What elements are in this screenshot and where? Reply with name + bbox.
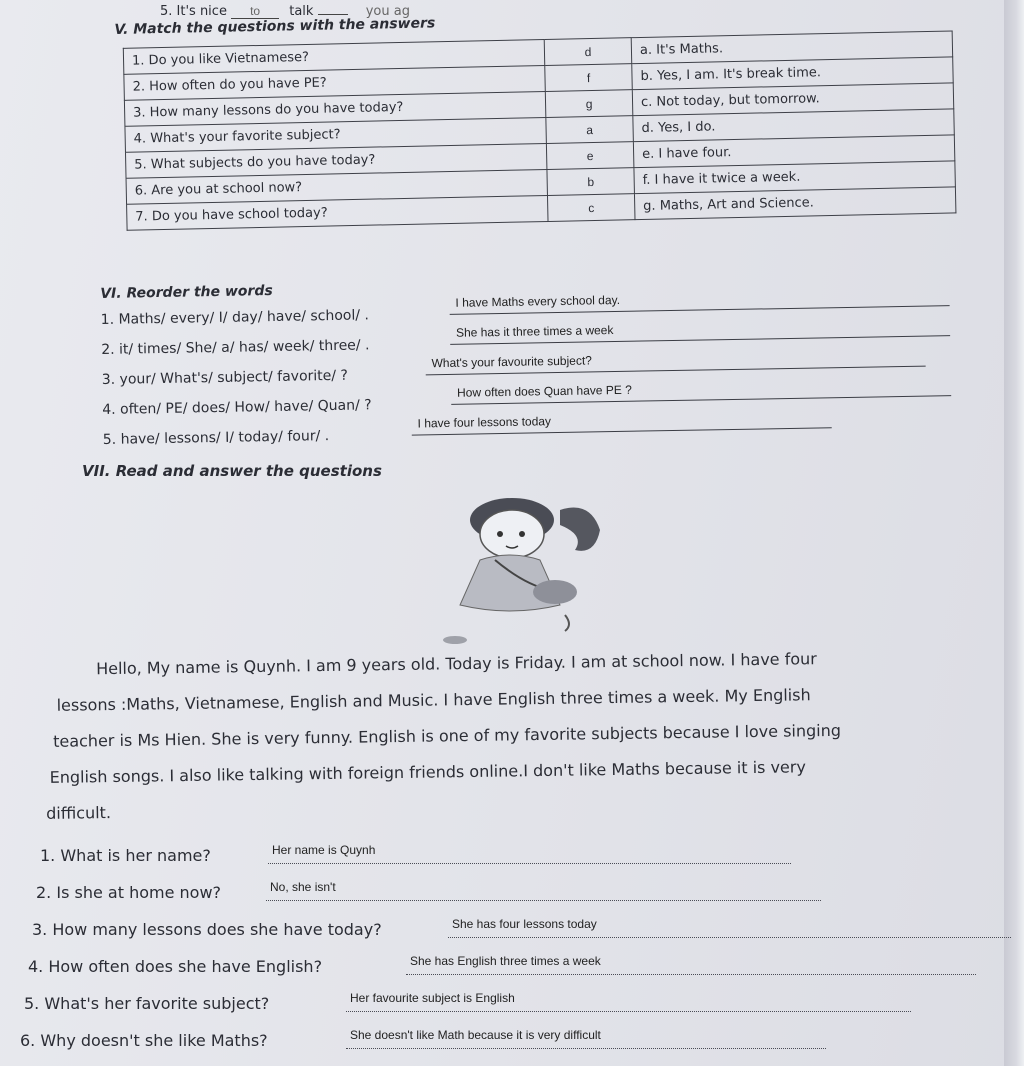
top-line-answer: to	[231, 4, 279, 19]
reading-answer: She has four lessons today	[452, 917, 597, 931]
section-7-title: VII. Read and answer the questions	[82, 462, 382, 480]
match-question: 4. What's your favorite subject?	[125, 117, 546, 152]
passage-line: English songs. I also like talking with foreign friends online.I don't like Maths because it is very	[49, 757, 806, 787]
girl-bag	[533, 580, 577, 604]
reading-question: 3. How many lessons does she have today?	[32, 920, 382, 939]
girl-foot	[443, 636, 467, 644]
girl-eye-left	[497, 531, 503, 537]
dotted-answer-line	[346, 1048, 826, 1049]
section-5	[114, 0, 959, 255]
reorder-prompt: 1. Maths/ every/ I/ day/ have/ school/ .	[100, 307, 370, 328]
reorder-prompt: 2. it/ times/ She/ a/ has/ week/ three/ .	[101, 337, 370, 358]
reorder-prompt: 5. have/ lessons/ I/ today/ four/ .	[102, 428, 330, 448]
reading-answer: She doesn't like Math because it is very difficult	[350, 1028, 601, 1042]
top-line-mid: talk	[289, 4, 314, 19]
girl-illustration	[440, 490, 620, 650]
match-answer: a	[546, 116, 634, 144]
reading-passage	[40, 646, 1022, 840]
match-question: 2. How often do you have PE?	[124, 65, 545, 100]
match-option: e. I have four.	[633, 135, 954, 168]
match-table	[123, 30, 957, 230]
match-option: c. Not today, but tomorrow.	[632, 83, 953, 116]
passage-line: teacher is Ms Hien. She is very funny. English is one of my favorite subjects because I love singing	[53, 720, 842, 751]
reading-question: 5. What's her favorite subject?	[24, 994, 270, 1013]
match-option: g. Maths, Art and Science.	[634, 187, 955, 220]
girl-face	[480, 510, 544, 558]
reorder-answer: I have four lessons today	[417, 414, 552, 431]
reorder-answer: How often does Quan have PE ?	[456, 382, 632, 400]
reading-question: 1. What is her name?	[40, 846, 211, 865]
reading-question: 4. How often does she have English?	[28, 957, 323, 976]
dotted-answer-line	[448, 937, 1011, 938]
match-answer: e	[546, 142, 634, 170]
reading-answer: She has English three times a week	[410, 954, 601, 968]
top-line-text: 5. It's nice	[160, 4, 227, 19]
girl-ponytail	[560, 508, 600, 551]
page-edge	[1004, 0, 1024, 1066]
match-option: d. Yes, I do.	[633, 109, 954, 142]
match-option: b. Yes, I am. It's break time.	[632, 57, 953, 90]
reading-answer: Her name is Quynh	[272, 843, 376, 857]
passage-line: lessons :Maths, Vietnamese, English and Music. I have English three times a week. My English	[56, 685, 811, 715]
match-answer: c	[547, 194, 635, 222]
section-6	[100, 263, 963, 458]
match-option: f. I have it twice a week.	[634, 161, 955, 194]
match-question: 7. Do you have school today?	[127, 195, 548, 230]
top-line-tail: you ag	[365, 4, 410, 19]
passage-line: Hello, My name is Quynh. I am 9 years old. Today is Friday. I am at school now. I have four	[95, 649, 817, 679]
match-question: 6. Are you at school now?	[126, 169, 547, 204]
reorder-prompt: 4. often/ PE/ does/ How/ have/ Quan/ ?	[102, 397, 372, 418]
passage-line: difficult.	[46, 803, 112, 823]
match-answer: d	[544, 38, 632, 66]
reorder-answer: What's your favourite subject?	[431, 353, 593, 371]
match-option: a. It's Maths.	[631, 31, 952, 64]
girl-eye-right	[519, 531, 525, 537]
reading-question: 2. Is she at home now?	[36, 883, 222, 902]
reading-question: 6. Why doesn't she like Maths?	[20, 1031, 268, 1050]
match-answer: b	[547, 168, 635, 196]
dotted-answer-line	[346, 1011, 911, 1012]
reading-answer: No, she isn't	[270, 880, 336, 894]
match-question: 3. How many lessons do you have today?	[124, 91, 545, 126]
section-5-title: V. Match the questions with the answers	[114, 15, 436, 38]
section-6-title: VI. Reorder the words	[100, 282, 273, 302]
match-question: 1. Do you like Vietnamese?	[123, 39, 544, 74]
match-question: 5. What subjects do you have today?	[125, 143, 546, 178]
girl-hand	[565, 615, 569, 631]
reorder-prompt: 3. your/ What's/ subject/ favorite/ ?	[101, 367, 349, 388]
match-answer: g	[545, 90, 633, 118]
dotted-answer-line	[268, 863, 791, 864]
match-answer: f	[545, 64, 633, 92]
reorder-answer: I have Maths every school day.	[455, 292, 621, 310]
dotted-answer-line	[406, 974, 976, 975]
dotted-answer-line	[266, 900, 821, 901]
reading-answer: Her favourite subject is English	[350, 991, 515, 1005]
reorder-answer: She has it three times a week	[455, 323, 614, 340]
